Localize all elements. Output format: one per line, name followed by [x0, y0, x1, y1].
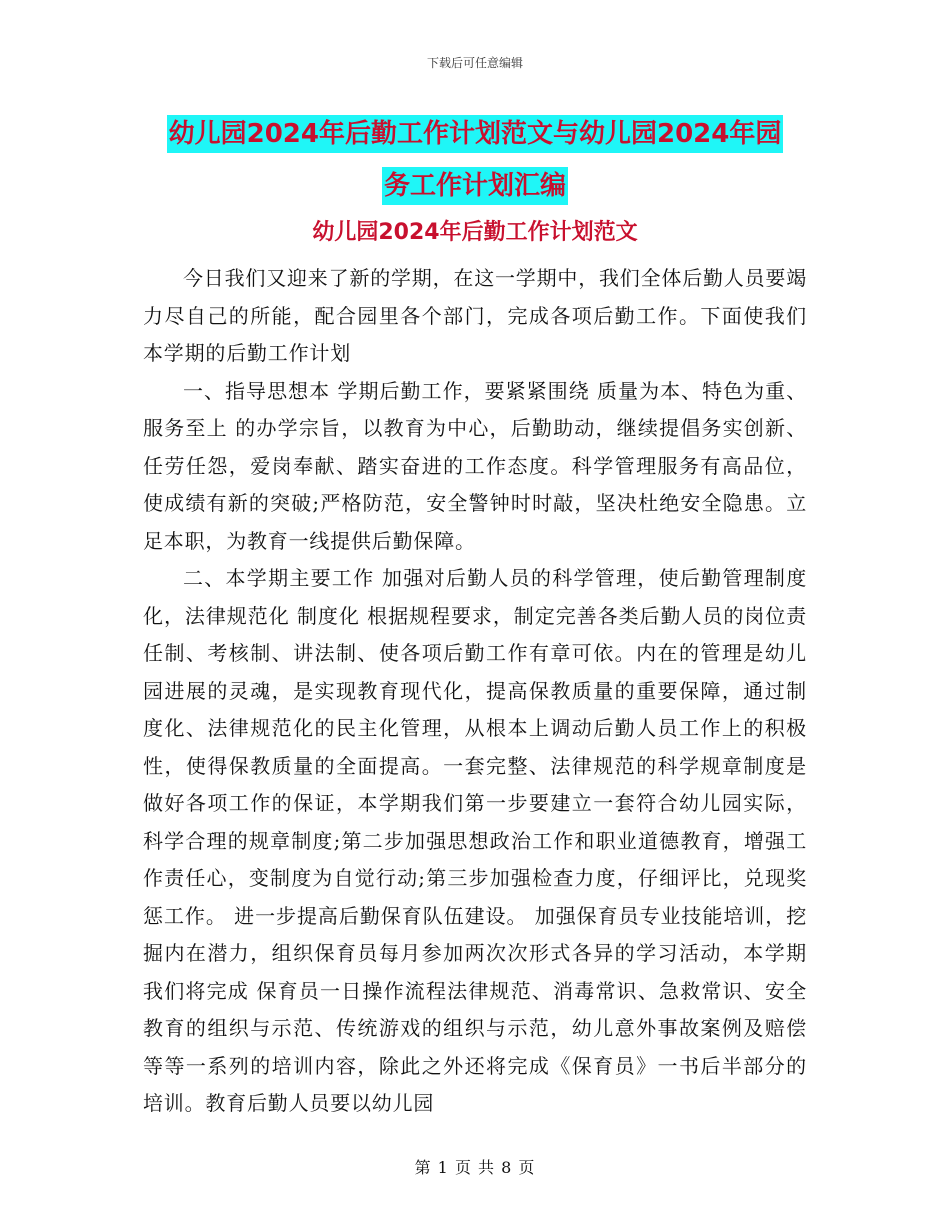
- document-title: [0, 108, 950, 212]
- paragraph-main-work: 二、本学期主要工作 加强对后勤人员的科学管理，使后勤管理制度化，法律规范化 制度化 根据规程要求，制定完善各类后勤人员的岗位责任制、考核制、讲法制、使各项后勤工作有章可依。内在的管理是幼儿园进展的灵魂，是实现教育现代化，提高保教质量的重要保障，通过制度化、法律规范化的民主化管理，从根本上调动后勤人员工作上的积极性，使得保教质量的全面提高。一套完整、法律规范的科学规章制度是做好各项工作的保证，本学期我们第一步要建立一套符合幼儿园实际，科学合理的规章制度;第二步加强思想政治工作和职业道德教育，增强工作责任心，变制度为自觉行动;第三步加强检查力度，仔细评比，兑现奖惩工作。 进一步提高后勤保育队伍建设。 加强保育员专业技能培训，挖掘内在潜力，组织保育员每月参加两次次形式各异的学习活动，本学期我们将完成 保育员一日操作流程法律规范、消毒常识、急救常识、安全教育的组织与示范、传统游戏的组织与示范，幼儿意外事故案例及赔偿等等一系列的培训内容，除此之外还将完成《保育员》一书后半部分的培训。教育后勤人员要以幼儿园: [143, 566, 807, 1115]
- document-body: [143, 260, 807, 1123]
- paragraph-guiding-ideology: 一、指导思想本 学期后勤工作，要紧紧围绕 质量为本、特色为重、服务至上 的办学宗旨，以教育为中心，后勤助动，继续提倡务实创新、任劳任怨，爱岗奉献、踏实奋进的工作态度。科学管理服务有高品位，使成绩有新的突破;严格防范，安全警钟时时敲，坚决杜绝安全隐患。立足本职，为教育一线提供后勤保障。: [143, 378, 807, 553]
- page-number: 第 1 页 共 8 页: [414, 1158, 536, 1177]
- title-line-1: 幼儿园2024年后勤工作计划范文与幼儿园2024年园: [167, 115, 784, 153]
- section-title: 幼儿园2024年后勤工作计划范文: [312, 220, 638, 245]
- header-note: 下载后可任意编辑: [426, 56, 523, 70]
- title-line-2: 务工作计划汇编: [382, 167, 568, 205]
- paragraph-intro: 今日我们又迎来了新的学期，在这一学期中，我们全体后勤人员要竭力尽自己的所能，配合园里各个部门，完成各项后勤工作。下面使我们本学期的后勤工作计划: [143, 266, 807, 365]
